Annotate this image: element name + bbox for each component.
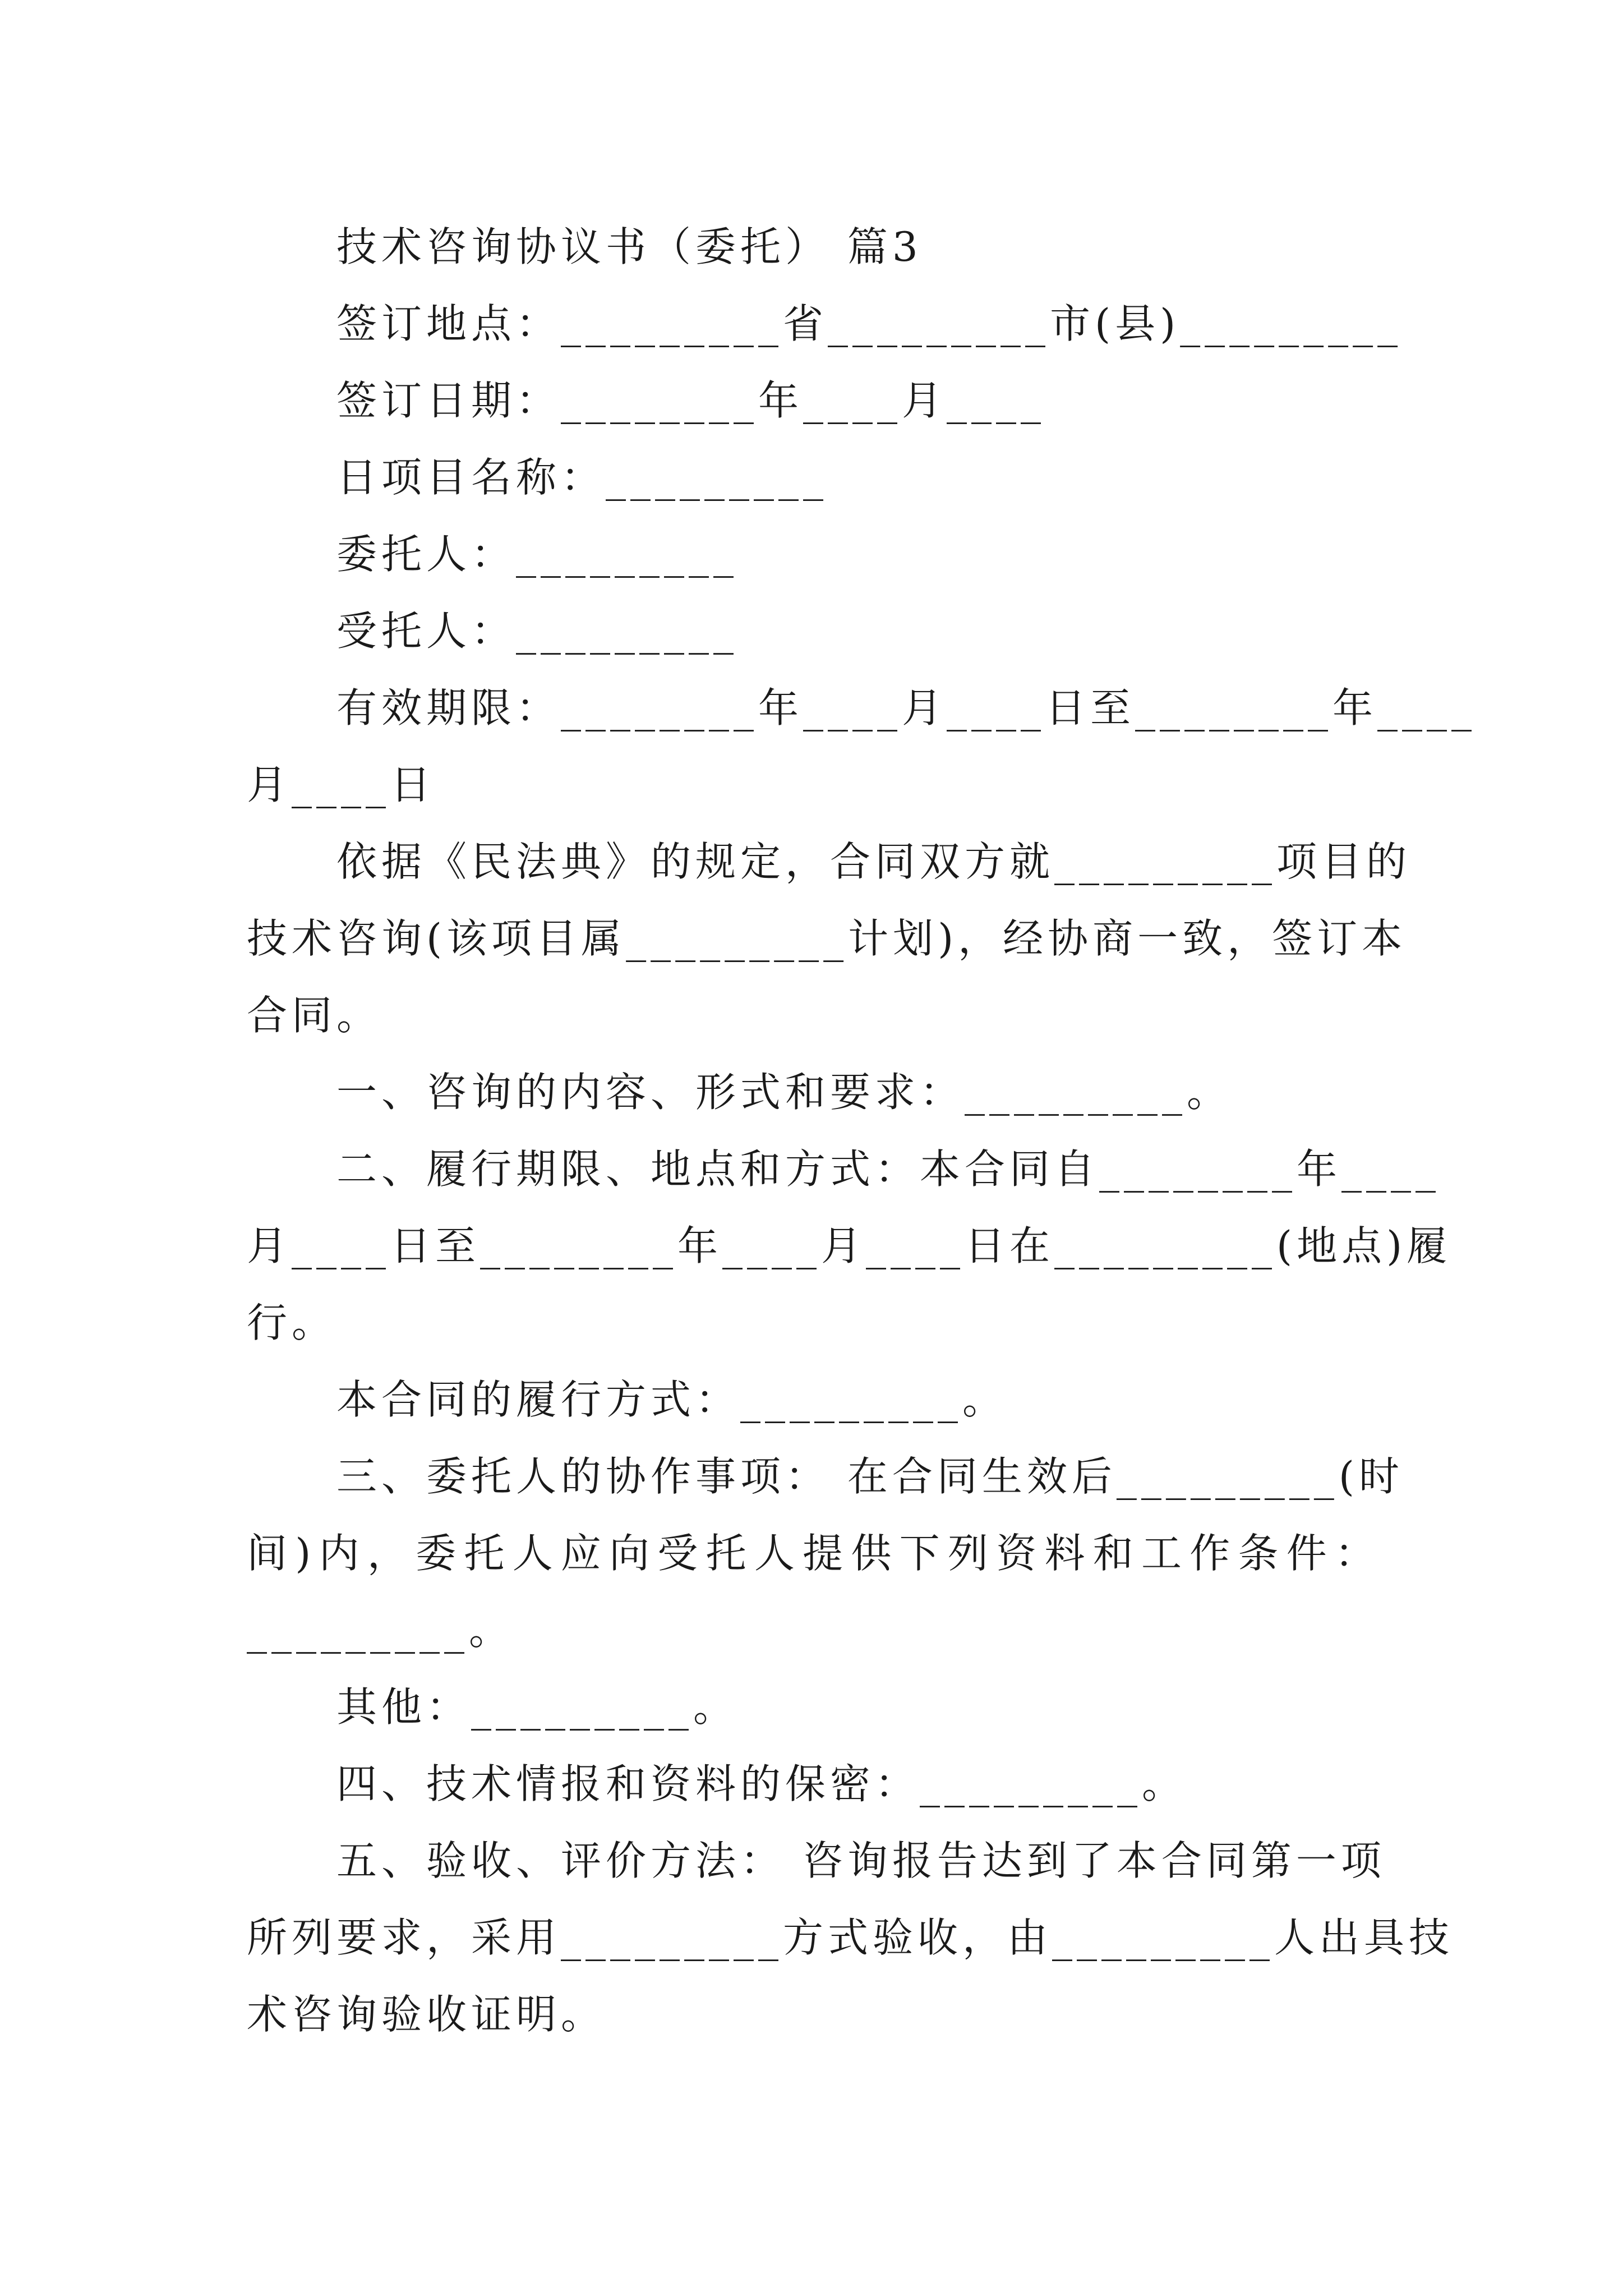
project-name-line: 日项目名称：_________ — [336, 454, 828, 501]
validity-line-end: 月____日 — [247, 761, 436, 808]
clause-5-line-3: 术咨询验收证明。 — [247, 1991, 606, 2038]
clause-4: 四、技术情报和资料的保密：_________。 — [336, 1760, 1187, 1807]
clause-3-line-1: 三、委托人的协作事项： 在合同生效后_________(时 — [336, 1453, 1404, 1500]
clause-3-line-3: _________。 — [247, 1607, 514, 1654]
validity-line: 有效期限：________年____月____日至________年____ — [336, 684, 1477, 731]
clause-1: 一、咨询的内容、形式和要求：_________。 — [336, 1069, 1232, 1116]
clause-5-line-1: 五、验收、评价方法： 咨询报告达到了本合同第一项 — [336, 1837, 1386, 1884]
document-title: 技术咨询协议书（委托） 篇3 — [336, 223, 923, 270]
other-line: 其他：_________。 — [336, 1683, 739, 1731]
signing-place-line: 签订地点：_________省_________市(县)_________ — [336, 300, 1403, 347]
preamble-line-1: 依据《民法典》的规定，合同双方就_________项目的 — [336, 838, 1412, 885]
performance-method-line: 本合同的履行方式：_________。 — [336, 1376, 1008, 1423]
signing-date-line: 签订日期：________年____月____ — [336, 377, 1046, 424]
clause-2-line-2: 月____日至________年____月____日在_________(地点)履 — [247, 1222, 1452, 1269]
preamble-line-2: 技术咨询(该项目属_________计划)，经协商一致，签订本 — [247, 915, 1407, 962]
preamble-line-3: 合同。 — [247, 992, 382, 1039]
client-line: 委托人：_________ — [336, 531, 739, 578]
document-body — [247, 209, 1477, 2053]
clause-3-line-2: 间)内，委托人应向受托人提供下列资料和工作条件： — [247, 1530, 1380, 1577]
consultant-line: 受托人：_________ — [336, 608, 739, 655]
clause-5-line-2: 所列要求，采用_________方式验收，由_________人出具技 — [247, 1914, 1454, 1961]
clause-2-line-3: 行。 — [247, 1299, 337, 1346]
clause-2-line-1: 二、履行期限、地点和方式：本合同自________年____ — [336, 1145, 1441, 1193]
